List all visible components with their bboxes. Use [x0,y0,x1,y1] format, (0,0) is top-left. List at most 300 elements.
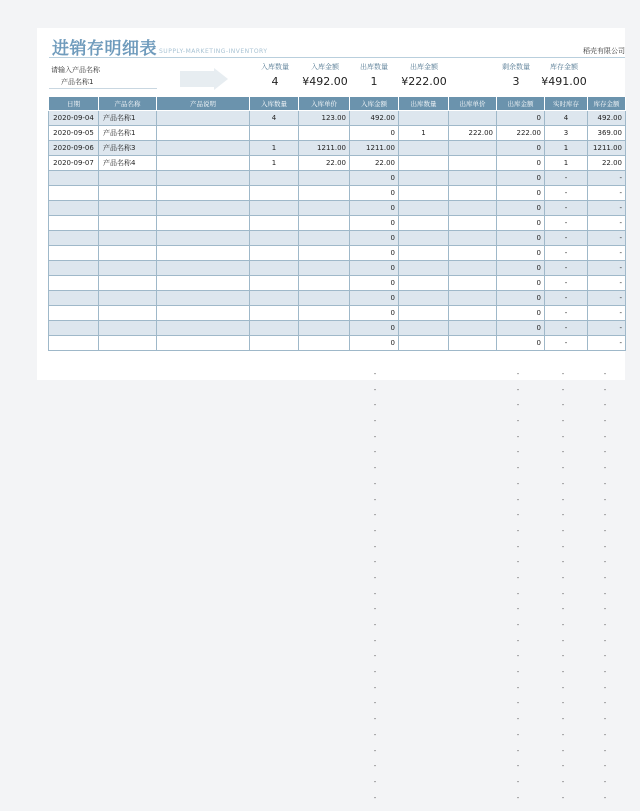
table-cell[interactable]: 2020-09-05 [49,126,99,141]
overflow-column-in-amount [352,370,398,809]
stat-label: 出库金额 [410,63,438,71]
table-cell[interactable] [157,246,250,261]
overflow-cell: - [516,573,520,582]
table-cell[interactable]: 0 [350,246,399,261]
table-cell[interactable] [399,111,449,126]
stat-label: 出库数量 [360,63,388,71]
table-cell[interactable]: 0 [497,246,545,261]
table-cell[interactable]: 492.00 [588,111,626,126]
overflow-cell: - [516,495,520,504]
table-cell[interactable] [399,171,449,186]
stat-value: ¥492.00 [302,75,348,88]
table-cell[interactable] [157,186,250,201]
table-cell[interactable] [250,261,299,276]
overflow-cell: - [603,417,607,426]
overflow-cell: - [373,652,377,661]
stat-label: 剩余数量 [502,63,530,71]
table-row [49,111,626,126]
stat-stock-amount [534,62,594,88]
table-cell[interactable] [157,276,250,291]
table-cell[interactable]: 0 [350,231,399,246]
overflow-cell: - [561,668,565,677]
table-cell[interactable]: - [588,201,626,216]
table-cell[interactable] [99,246,157,261]
overflow-cell: - [561,715,565,724]
table-cell[interactable] [250,246,299,261]
column-header[interactable]: 产品说明 [157,97,250,111]
table-cell[interactable]: 0 [350,216,399,231]
table-cell[interactable]: 0 [350,261,399,276]
table-cell[interactable] [250,321,299,336]
table-header-row [49,97,626,111]
table-cell[interactable] [449,171,497,186]
table-cell[interactable]: - [545,186,588,201]
table-cell[interactable] [449,276,497,291]
table-cell[interactable]: 0 [350,336,399,351]
overflow-cell: - [603,526,607,535]
table-cell[interactable] [49,216,99,231]
table-cell[interactable] [399,306,449,321]
table-cell[interactable] [399,141,449,156]
overflow-cell: - [516,668,520,677]
table-cell[interactable]: - [545,216,588,231]
table-cell[interactable]: 产品名称1 [99,126,157,141]
table-cell[interactable]: 0 [350,291,399,306]
overflow-cell: - [603,448,607,457]
table-row [49,231,626,246]
table-cell[interactable]: - [588,336,626,351]
table-cell[interactable]: - [588,321,626,336]
table-cell[interactable] [157,321,250,336]
table-cell[interactable]: - [545,336,588,351]
overflow-cell: - [561,746,565,755]
column-header[interactable]: 出库数量 [399,97,449,111]
table-cell[interactable] [99,321,157,336]
table-cell[interactable] [449,111,497,126]
table-cell[interactable] [99,231,157,246]
table-row [49,201,626,216]
overflow-cell: - [603,558,607,567]
table-cell[interactable]: 0 [497,111,545,126]
table-cell[interactable]: - [588,246,626,261]
table-cell[interactable] [399,336,449,351]
table-cell[interactable] [99,276,157,291]
table-cell[interactable] [250,216,299,231]
overflow-cell: - [561,558,565,567]
table-cell[interactable]: 1211.00 [588,141,626,156]
overflow-cell: - [561,589,565,598]
overflow-cell: - [603,746,607,755]
stat-value: 1 [370,75,378,88]
overflow-cell: - [603,605,607,614]
overflow-cell: - [603,730,607,739]
overflow-cell: - [516,526,520,535]
table-cell[interactable] [399,201,449,216]
column-header[interactable]: 入库金额 [350,97,399,111]
table-cell[interactable] [49,276,99,291]
table-cell[interactable] [449,141,497,156]
table-cell[interactable] [49,171,99,186]
overflow-cell: - [516,432,520,441]
table-cell[interactable]: - [545,261,588,276]
table-cell[interactable] [49,291,99,306]
table-cell[interactable] [49,186,99,201]
table-cell[interactable] [299,261,350,276]
overflow-cell: - [603,777,607,786]
table-cell[interactable] [449,231,497,246]
table-cell[interactable] [49,321,99,336]
table-cell[interactable] [250,336,299,351]
table-cell[interactable] [299,336,350,351]
table-cell[interactable]: - [545,246,588,261]
overflow-cell: - [516,777,520,786]
table-cell[interactable] [99,186,157,201]
column-header[interactable]: 库存金额 [588,97,626,111]
overflow-cell: - [373,699,377,708]
table-cell[interactable] [299,201,350,216]
overflow-cell: - [516,464,520,473]
table-cell[interactable]: 22.00 [350,156,399,171]
table-cell[interactable]: - [545,291,588,306]
table-cell[interactable] [299,321,350,336]
overflow-cell: - [603,636,607,645]
table-cell[interactable]: 0 [350,321,399,336]
stat-out-amount [394,62,454,88]
table-cell[interactable]: 1 [250,141,299,156]
table-cell[interactable]: 222.00 [497,126,545,141]
table-cell[interactable] [157,156,250,171]
stat-label: 库存金额 [550,63,578,71]
table-cell[interactable]: 1 [399,126,449,141]
table-cell[interactable]: 0 [497,171,545,186]
table-cell[interactable] [449,306,497,321]
table-cell[interactable] [449,291,497,306]
table-cell[interactable] [399,246,449,261]
table-cell[interactable] [49,306,99,321]
table-row [49,171,626,186]
table-cell[interactable]: 0 [497,276,545,291]
table-cell[interactable] [250,291,299,306]
overflow-cell: - [561,526,565,535]
title-divider [49,57,625,58]
overflow-cell: - [603,652,607,661]
table-cell[interactable] [399,216,449,231]
table-cell[interactable]: 产品名称4 [99,156,157,171]
overflow-cell: - [516,621,520,629]
stat-value: ¥222.00 [401,75,447,88]
table-cell[interactable] [157,306,250,321]
table-cell[interactable]: 1 [545,156,588,171]
table-cell[interactable]: 2020-09-07 [49,156,99,171]
table-cell[interactable]: 0 [350,276,399,291]
table-row [49,321,626,336]
overflow-cell: - [603,573,607,582]
overflow-cell: - [561,621,565,629]
table-cell[interactable]: 0 [497,186,545,201]
table-row [49,216,626,231]
table-cell[interactable]: - [545,276,588,291]
table-cell[interactable]: 0 [350,171,399,186]
table-cell[interactable]: 0 [350,306,399,321]
overflow-cell: - [516,479,520,488]
table-cell[interactable]: 0 [497,216,545,231]
overflow-cell: - [603,464,607,473]
table-cell[interactable]: 0 [497,291,545,306]
overflow-cell: - [561,605,565,614]
table-cell[interactable] [250,306,299,321]
product-input-label: 请输入产品名称 [51,66,100,74]
table-cell[interactable]: - [588,231,626,246]
overflow-cell: - [516,715,520,724]
overflow-cell: - [561,683,565,692]
table-cell[interactable]: 0 [497,261,545,276]
column-header[interactable]: 产品名称 [99,97,157,111]
table-cell[interactable] [99,171,157,186]
overflow-cell: - [373,370,377,378]
overflow-cell: - [603,479,607,488]
table-cell[interactable] [449,246,497,261]
table-cell[interactable] [49,246,99,261]
table-cell[interactable] [99,261,157,276]
overflow-cell: - [561,699,565,708]
column-header[interactable]: 实时库存 [545,97,588,111]
table-cell[interactable] [299,171,350,186]
table-cell[interactable]: - [588,216,626,231]
overflow-cell: - [561,385,565,394]
overflow-cell: - [603,511,607,520]
table-cell[interactable] [399,261,449,276]
table-cell[interactable] [299,306,350,321]
table-cell[interactable] [157,171,250,186]
overflow-cell: - [561,417,565,426]
product-name-input[interactable]: 产品名称1 [61,78,94,86]
table-cell[interactable]: 3 [545,126,588,141]
table-cell[interactable] [399,276,449,291]
table-cell[interactable]: 0 [350,126,399,141]
overflow-column-live-stock [542,370,584,809]
table-cell[interactable]: - [545,171,588,186]
overflow-cell: - [373,793,377,802]
overflow-cell: - [373,464,377,473]
column-header[interactable]: 出库金额 [497,97,545,111]
overflow-cell: - [561,432,565,441]
table-row [49,156,626,171]
column-header[interactable]: 日期 [49,97,99,111]
table-cell[interactable] [299,291,350,306]
right-arrow-icon [180,68,228,90]
table-cell[interactable]: 2020-09-06 [49,141,99,156]
table-cell[interactable] [449,201,497,216]
overflow-cell: - [516,370,520,378]
table-cell[interactable]: 0 [497,231,545,246]
overflow-cell: - [603,370,607,378]
column-header[interactable]: 入库单价 [299,97,350,111]
table-row [49,126,626,141]
table-cell[interactable]: - [588,276,626,291]
table-cell[interactable]: 0 [350,201,399,216]
table-cell[interactable]: 4 [545,111,588,126]
overflow-cell: - [603,385,607,394]
overflow-cell: - [603,542,607,551]
overflow-cell: - [603,589,607,598]
table-cell[interactable] [250,201,299,216]
table-cell[interactable] [299,126,350,141]
stat-value: ¥491.00 [541,75,587,88]
overflow-cell: - [516,746,520,755]
table-cell[interactable] [250,186,299,201]
table-cell[interactable]: - [545,231,588,246]
table-cell[interactable]: 492.00 [350,111,399,126]
table-cell[interactable] [99,291,157,306]
table-cell[interactable]: 0 [497,306,545,321]
table-cell[interactable]: - [545,201,588,216]
overflow-cell: - [516,589,520,598]
table-cell[interactable] [449,156,497,171]
table-cell[interactable] [399,321,449,336]
table-cell[interactable]: 22.00 [299,156,350,171]
table-cell[interactable]: - [588,306,626,321]
overflow-cell: - [561,370,565,378]
table-cell[interactable]: 0 [497,336,545,351]
table-cell[interactable] [49,201,99,216]
table-cell[interactable] [49,261,99,276]
table-cell[interactable] [157,231,250,246]
table-cell[interactable]: 0 [497,321,545,336]
overflow-cell: - [373,417,377,426]
table-cell[interactable] [299,276,350,291]
table-cell[interactable]: 1 [250,156,299,171]
table-cell[interactable]: 0 [497,201,545,216]
table-cell[interactable]: 1211.00 [299,141,350,156]
table-cell[interactable] [157,141,250,156]
overflow-cell: - [561,495,565,504]
table-cell[interactable]: - [545,306,588,321]
table-cell[interactable] [49,231,99,246]
table-cell[interactable] [250,171,299,186]
table-cell[interactable] [157,111,250,126]
table-cell[interactable] [449,261,497,276]
overflow-cell: - [561,401,565,410]
overflow-cell: - [603,432,607,441]
column-header[interactable]: 出库单价 [449,97,497,111]
table-cell[interactable] [157,126,250,141]
table-row [49,246,626,261]
table-cell[interactable]: 产品名称3 [99,141,157,156]
overflow-cell: - [561,573,565,582]
table-row [49,186,626,201]
overflow-cell: - [373,715,377,724]
overflow-cell: - [516,636,520,645]
table-cell[interactable] [449,336,497,351]
table-cell[interactable]: 1211.00 [350,141,399,156]
table-cell[interactable] [157,216,250,231]
table-cell[interactable]: 0 [497,156,545,171]
table-cell[interactable]: 4 [250,111,299,126]
overflow-cell: - [561,448,565,457]
table-cell[interactable] [250,126,299,141]
table-cell[interactable] [99,306,157,321]
overflow-cell: - [373,558,377,567]
table-cell[interactable] [299,246,350,261]
overflow-cell: - [373,542,377,551]
overflow-cell: - [373,605,377,614]
table-cell[interactable] [399,231,449,246]
table-cell[interactable] [299,231,350,246]
table-cell[interactable]: 0 [350,186,399,201]
table-cell[interactable]: 369.00 [588,126,626,141]
overflow-cell: - [516,683,520,692]
overflow-cell: - [516,652,520,661]
table-cell[interactable] [157,201,250,216]
table-cell[interactable] [399,186,449,201]
table-cell[interactable] [157,291,250,306]
overflow-cell: - [516,793,520,802]
overflow-column-stock-amount [586,370,624,809]
overflow-cell: - [561,762,565,771]
overflow-cell: - [373,730,377,739]
table-cell[interactable]: 1 [545,141,588,156]
table-cell[interactable]: 0 [497,141,545,156]
table-cell[interactable] [49,336,99,351]
overflow-cell: - [373,432,377,441]
overflow-cell: - [373,777,377,786]
table-cell[interactable] [157,261,250,276]
table-cell[interactable] [99,336,157,351]
stat-value: 4 [271,75,279,88]
table-cell[interactable] [449,321,497,336]
table-cell[interactable] [449,216,497,231]
table-cell[interactable]: 2020-09-04 [49,111,99,126]
table-cell[interactable] [99,216,157,231]
table-cell[interactable] [299,216,350,231]
table-cell[interactable]: - [545,321,588,336]
table-cell[interactable] [449,186,497,201]
table-cell[interactable] [299,186,350,201]
overflow-cell: - [516,730,520,739]
overflow-cell: - [516,511,520,520]
overflow-cell: - [516,401,520,410]
table-cell[interactable]: - [588,261,626,276]
overflow-cell: - [516,699,520,708]
overflow-cell: - [373,636,377,645]
overflow-cell: - [561,479,565,488]
column-header[interactable]: 入库数量 [250,97,299,111]
table-cell[interactable] [99,201,157,216]
table-cell[interactable]: 123.00 [299,111,350,126]
overflow-cell: - [603,401,607,410]
overflow-cell: - [516,448,520,457]
spreadsheet-sheet [37,28,625,380]
table-cell[interactable]: - [588,186,626,201]
table-cell[interactable] [399,156,449,171]
overflow-cell: - [603,793,607,802]
table-cell[interactable]: - [588,291,626,306]
table-cell[interactable] [250,231,299,246]
overflow-cell: - [603,495,607,504]
table-cell[interactable]: 222.00 [449,126,497,141]
overflow-cell: - [373,448,377,457]
overflow-cell: - [516,417,520,426]
page-title: 进销存明细表 [52,39,157,59]
table-cell[interactable] [399,291,449,306]
table-cell[interactable]: - [588,171,626,186]
table-cell[interactable]: 22.00 [588,156,626,171]
table-cell[interactable]: 产品名称1 [99,111,157,126]
table-cell[interactable] [250,276,299,291]
table-row [49,276,626,291]
table-cell[interactable] [157,336,250,351]
overflow-cell: - [561,652,565,661]
